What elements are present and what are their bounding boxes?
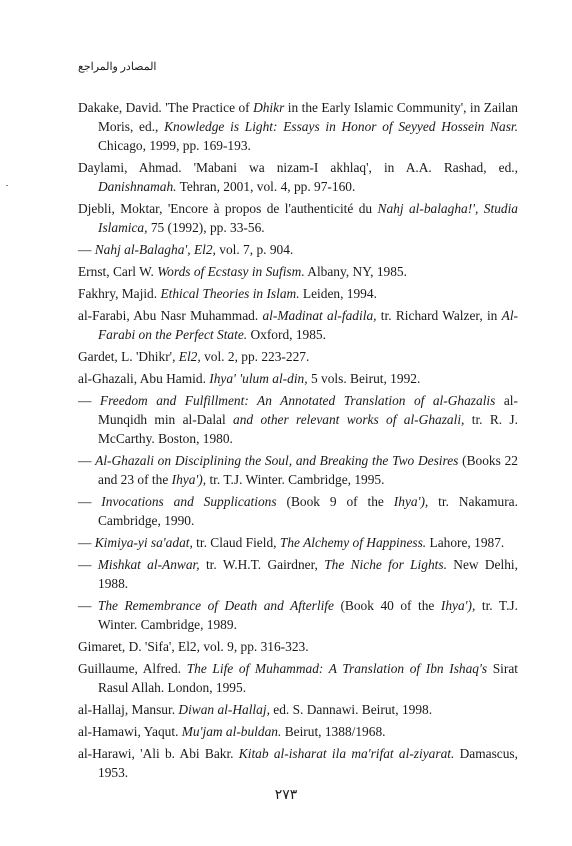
- entry-title-italic: The Alchemy of Happiness.: [279, 535, 427, 550]
- entry-title-italic: Invocations and Supplications: [101, 494, 277, 509]
- entry-text: tr. W.H.T. Gairdner,: [199, 557, 325, 572]
- entry-text: al-Hamawi, Yaqut.: [78, 724, 182, 739]
- entry-text: Guillaume, Alfred.: [78, 661, 187, 676]
- entry-title-italic: Mu'jam al-buldan.: [181, 724, 282, 739]
- entry-text: Djebli, Moktar, 'Encore à propos de l'authenticité du: [78, 201, 378, 216]
- entry-text: (Book 9 of the: [276, 494, 394, 509]
- entry-text: tr. Richard Walzer, in: [376, 308, 502, 323]
- bibliography-entry: [78, 262, 518, 281]
- entry-text: (Book 40 of the: [333, 598, 441, 613]
- bibliography-entry: [78, 306, 518, 344]
- entry-title-italic: Nahj al-balagha!', Studia Islamica,: [98, 201, 518, 235]
- entry-text: tr. Nakamura. Cambridge, 1990.: [98, 494, 518, 528]
- bibliography-entry: [78, 158, 518, 196]
- entry-title-italic: Danishnamah.: [98, 179, 177, 194]
- entry-text: Fakhry, Majid.: [78, 286, 161, 301]
- entry-text: 5 vols. Beirut, 1992.: [307, 371, 421, 386]
- entry-text: (Books 22 and 23 of the: [98, 453, 518, 487]
- entry-title-italic: The Life of Muhammad: A Translation of Ibn Ishaq's: [186, 661, 488, 676]
- entry-title-italic: Kitab al-isharat ila ma'rifat al-ziyarat.: [238, 746, 455, 761]
- bibliography-entry: [78, 240, 518, 259]
- entry-text: Beirut, 1388/1968.: [281, 724, 386, 739]
- entry-text: —: [78, 242, 95, 257]
- entry-text: Oxford, 1985.: [247, 327, 326, 342]
- bibliography-entry: [78, 744, 518, 782]
- margin-mark: [6, 185, 8, 186]
- bibliography-entry: [78, 596, 518, 634]
- entry-title-italic: Knowledge is Light: Essays in Honor of Seyyed Hossein Nasr.: [164, 119, 518, 134]
- entry-title-italic: Al-Farabi on the Perfect State.: [98, 308, 519, 342]
- entry-text: vol. 2, pp. 223-227.: [200, 349, 310, 364]
- bibliography-entry: [78, 347, 518, 366]
- entry-text: in the Early Islamic Community', in Zailan Moris, ed.,: [98, 100, 518, 134]
- bibliography-entry: [78, 533, 518, 552]
- entry-text: Damascus, 1953.: [98, 746, 518, 780]
- entry-text: vol. 7, p. 904.: [215, 242, 294, 257]
- entry-text: Lahore, 1987.: [426, 535, 505, 550]
- bibliography-entry: [78, 722, 518, 741]
- entry-text: —: [78, 535, 95, 550]
- bibliography-entry: [78, 659, 518, 697]
- entry-title-italic: Diwan al-Hallaj,: [178, 702, 270, 717]
- entry-text: Albany, NY, 1985.: [304, 264, 407, 279]
- bibliography-entry: [78, 369, 518, 388]
- entry-text: —: [78, 598, 98, 613]
- bibliography-entry: [78, 98, 518, 155]
- entry-text: New Delhi, 1988.: [98, 557, 518, 591]
- entry-title-italic: and other relevant works of al-Ghazali,: [233, 412, 465, 427]
- entry-title-italic: Al-Ghazali on Disciplining the Soul, and Breaking the Two Desires: [95, 453, 459, 468]
- bibliography-entry: [78, 284, 518, 303]
- entry-text: Leiden, 1994.: [299, 286, 377, 301]
- entry-text: —: [78, 453, 96, 468]
- bibliography-entry: [78, 555, 518, 593]
- entry-title-italic: The Niche for Lights.: [324, 557, 447, 572]
- entry-text: Chicago, 1999, pp. 169-193.: [98, 138, 251, 153]
- entry-title-italic: Ihya'),: [393, 494, 429, 509]
- bibliography-entry: [78, 391, 518, 448]
- entry-title-italic: Ihya' 'ulum al-din,: [209, 371, 308, 386]
- bibliography-entry: [78, 637, 518, 656]
- entry-title-italic: El2,: [178, 349, 201, 364]
- entry-title-italic: The Remembrance of Death and Afterlife: [97, 598, 334, 613]
- entry-text: 75 (1992), pp. 33-56.: [147, 220, 265, 235]
- running-header: المصادر والمراجع: [78, 61, 157, 73]
- entry-text: Gimaret, D. 'Sifa', El2, vol. 9, pp. 316-323.: [78, 639, 309, 654]
- entry-title-italic: Words of Ecstasy in Sufism.: [157, 264, 305, 279]
- entry-title-italic: Ethical Theories in Islam.: [160, 286, 300, 301]
- entry-text: —: [78, 557, 98, 572]
- bibliography-entry: [78, 199, 518, 237]
- entry-text: tr. Claud Field,: [192, 535, 280, 550]
- entry-title-italic: Freedom and Fulfillment: An Annotated Translation of al-Ghazalis: [99, 393, 496, 408]
- entry-text: —: [78, 393, 100, 408]
- entry-title-italic: Mishkat al-Anwar,: [97, 557, 200, 572]
- entry-title-italic: al-Madinat al-fadila,: [262, 308, 377, 323]
- page-number: ٢٧٣: [274, 788, 298, 803]
- entry-text: al-Ghazali, Abu Hamid.: [78, 371, 210, 386]
- bibliography-entry: [78, 700, 518, 719]
- entry-title-italic: Kimiya-yi sa'adat,: [94, 535, 193, 550]
- entry-text: al-Munqidh min al-Dalal: [98, 393, 518, 427]
- entry-text: —: [78, 494, 102, 509]
- entry-text: tr. T.J. Winter. Cambridge, 1995.: [206, 472, 385, 487]
- entry-text: Sirat Rasul Allah. London, 1995.: [98, 661, 519, 695]
- entry-text: ed. S. Dannawi. Beirut, 1998.: [269, 702, 433, 717]
- entry-text: al-Hallaj, Mansur.: [78, 702, 179, 717]
- entry-title-italic: Ihya'),: [440, 598, 476, 613]
- entry-text: Dakake, David. 'The Practice of: [78, 100, 254, 115]
- entry-text: Ernst, Carl W.: [78, 264, 158, 279]
- entry-text: Gardet, L. 'Dhikr',: [78, 349, 179, 364]
- bibliography-entry: [78, 451, 518, 489]
- entry-title-italic: Dhikr: [253, 100, 285, 115]
- entry-text: tr. T.J. Winter. Cambridge, 1989.: [98, 598, 518, 632]
- entry-title-italic: Nahj al-Balagha', El2,: [94, 242, 216, 257]
- bibliography-entry: [78, 492, 518, 530]
- entry-text: tr. R. J. McCarthy. Boston, 1980.: [98, 412, 518, 446]
- entry-text: Daylami, Ahmad. 'Mabani wa nizam-I akhlaq', in A.A. Rashad, ed.,: [78, 160, 518, 175]
- entry-text: al-Harawi, 'Ali b. Abi Bakr.: [78, 746, 239, 761]
- bibliography-list: [78, 98, 518, 785]
- entry-title-italic: Ihya'),: [171, 472, 207, 487]
- entry-text: Tehran, 2001, vol. 4, pp. 97-160.: [176, 179, 356, 194]
- entry-text: al-Farabi, Abu Nasr Muhammad.: [78, 308, 263, 323]
